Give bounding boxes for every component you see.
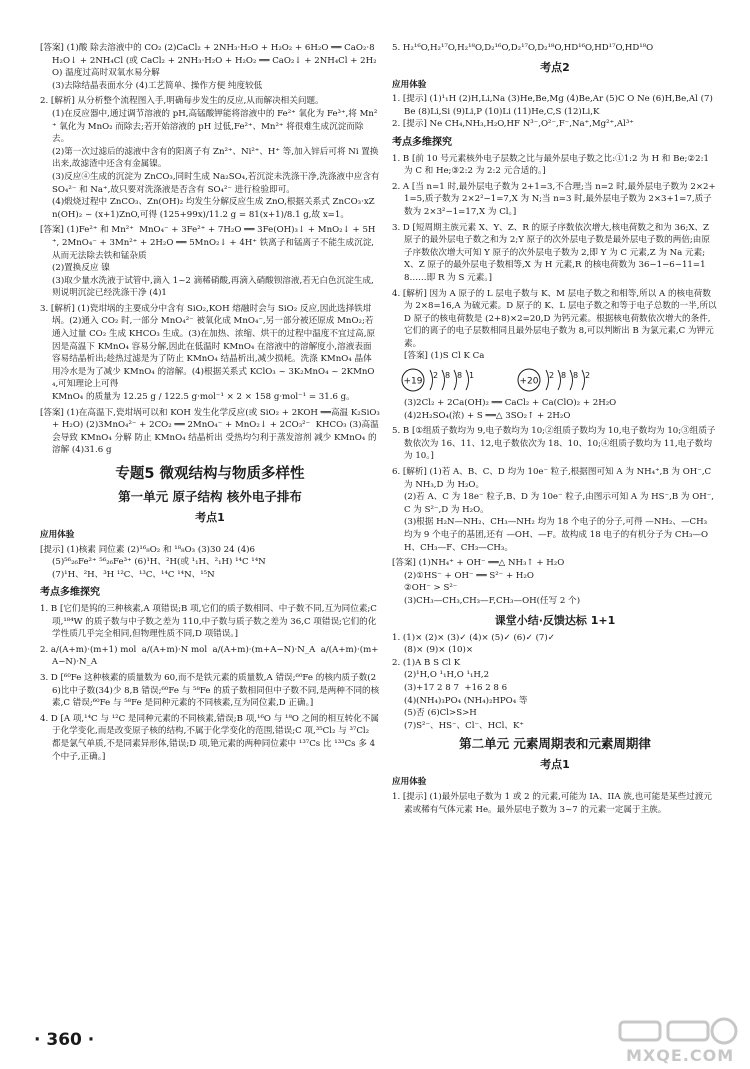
analysis-line: KMnO₄ 的质量为 12.25 g / 122.5 g·mol⁻¹ × 2 × 158 g·mol⁻¹ = 31.6 g。 [52,392,355,403]
analysis-line: (4)煅烧过程中 ZnCO₃、Zn(OH)₂ 均发生分解反应生成 ZnO,根据关系式 ZnCO₃·xZn(OH)₂ ~ (x+1)ZnO,可得 (125+99x)/11.2 g = 81(x+1)/8.1 g,故 x=1。 [52,197,375,220]
classroom-line: (7)S²⁻、HS⁻、Cl⁻、HCl、K⁺ [404,720,524,731]
analysis-line: 3. [解析] (1)瓷坩埚的主要成分中含有 SiO₂,KOH 熔融时会与 SiO₂ 反应,因此选择铁坩埚。(2)通入 CO₂ 时,一部分 MnO₄²⁻ 被氧化成 MnO₄⁻,另一部分被还原成 MnO₂;若通入过量 CO₂ 生成 KHCO₃ 生成。(3)在加热、浓缩、烘干的过程中温度不宜过高,原因是高温下 KMnO₄ 容易分解,因此在低温时 KMnO₄ 在溶液中的溶解度小,溶液表面容易结晶析出;趁热过滤是为了防止 KMnO₄ 结晶析出,减少损耗。洗涤 KMnO₄ 晶体用冷水是为了减少 KMnO₄ 的溶解。(4)根据关系式 KClO₃ ~ 3K₂MnO₄ ~ 2KMnO₄,可知理论上可得 [40,303,376,390]
hint-line: 2. [提示] Ne CH₄,NH₃,H₂O,HF N³⁻,O²⁻,F⁻,Na⁺,Mg²⁺,Al³⁺ [392,119,634,130]
topic-title: 专题5 微观结构与物质多样性 [115,466,305,482]
atom-diagram-k [400,367,478,393]
watermark-icon [612,1016,748,1046]
hint-line: [提示] (1)核素 同位素 (2)¹⁶₈O₂ 和 ¹⁸₈O₃ (3)30 24 (4)6 [40,544,255,555]
explore-line: 1. B [前 10 号元素核外电子层数之比与最外层电子数之比:①1:2 为 H 和 Be;②2:1 为 C 和 He;③2:2 为 2:2 元合适的。] [392,153,712,177]
answer-line: (2)①HS⁻ + OH⁻ ══ S²⁻ + H₂O [404,570,534,581]
explore-line: 3. D [⁶⁰Fe 这种核素的质量数为 60,而不是铁元素的质量数,A 错误;⁶⁰Fe 的核内质子数(26)比中子数(34)少 8,B 错误;⁶⁰Fe 与 ⁵⁸Fe 的质子数相同但中子数不同,是两种不同的核素,C 错误;⁶⁰Fe 与 ⁵⁸Fe 是同种元素的不同核素,互为同位素,D 正确。] [40,672,380,709]
answer-line: (3)CH₃—CH₃,CH₃—F,CH₃—OH(任写 2 个) [404,595,581,606]
section-title: 考点多维探究 [40,587,100,599]
hint-line: (5)⁵⁶₂₆Fe²⁺ ⁵⁶₂₆Fe³⁺ (6)¹H、²H(或 ¹₁H、²₁H) ¹⁴C ¹⁴N [52,557,266,568]
explore-line: 3. D [短周期主族元素 X、Y、Z、R 的原子序数依次增大,核电荷数之和为 36;X、Z 原子的最外层电子数之和为 2;Y 原子的次外层电子数是最外层电子数的两倍;由原子序数依次增大可知 Y 原子的次外层电子数为 2,即 Y 为 C 元素,Z 为 Na 元素;X、Z 原子的最外层电子数相等,X 为 H 元素,R 的核电荷数为 36−1−6−11=18……即 R 为 S 元素。] [392,222,712,283]
section-title: 考点多维探究 [392,136,452,148]
classroom-line: (2)¹H,O ¹₁H,O ¹₁H,2 [404,670,490,681]
explore-line: 6. [解析] (1)若 A、B、C、D 均为 10e⁻ 粒子,根据图可知 A 为 NH₄⁺,B 为 OH⁻,C 为 NH₃,D 为 H₂O。 [392,467,714,490]
answer-line: (2)置换反应 镍 [52,263,110,274]
hint-line: (7)¹H、²H、³H ¹²C、¹³C、¹⁴C ¹⁴N、¹⁵N [52,569,215,580]
analysis-line: (3)反应④生成的沉淀为 ZnCO₃,同时生成 Na₂SO₄,若沉淀未洗涤干净,洗涤液中应含有 SO₄²⁻ 和 Na⁺,故只要对洗涤液是否含有 SO₄²⁻ 进行检验即可。 [52,171,383,195]
explore-line: 5. B [①组质子数均为 9,电子数均为 10;②组质子数均为 10,电子数均为 10;③组质子数依次为 16、11、12,电子数依次为 18、10、10;④组质子数均为 11,电子数均为 10。] [392,426,716,462]
answer-line: [答案] (1)在高温下,瓷坩埚可以和 KOH 发生化学反应(或 SiO₂ + 2KOH ══高温 K₂SiO₃ + H₂O) (2)3MnO₄²⁻ + 2CO₂ ══ 2MnO₄⁻ + MnO₂↓ + 2CO₃²⁻ KHCO₃ (3)高温会导致 KMnO₄ 分解 防止 KMnO₄ 结晶析出 受热均匀利于蒸发溶剂 减少 KMnO₄ 的溶解 (4)31.6 g [40,407,383,456]
atom-diagram-ca [516,367,594,393]
svg-text:8: 8 [573,371,579,381]
explore-line: (2)若 A、C 为 18e⁻ 粒子,B、D 为 10e⁻ 粒子,由图示可知 A 为 HS⁻,B 为 OH⁻,C 为 S²⁻,D 为 H₂O。 [404,492,714,515]
classroom-line: (3)+17 2 8 7 +16 2 8 6 [404,682,508,693]
watermark-logo [612,1016,748,1066]
classroom-line: (4)(NH₄)₃PO₄ (NH₄)₂HPO₄ 等 [404,695,528,706]
answer-line: [答案] (1)Fe²⁺ 和 Mn²⁺ MnO₄⁻ + 3Fe²⁺ + 7H₂O ══ 3Fe(OH)₃↓ + MnO₂↓ + 5H⁺, 2MnO₄⁻ + 3Mn²⁺ + 2H₂O ══ 5MnO₂↓ + 4H⁺ 铁离子和锰离子不能生成沉淀,从而无法除去铁和锰杂质 [40,225,376,261]
analysis-line: (1)在反应器中,通过调节溶液的 pH,高锰酸钾能将溶液中的 Fe²⁺ 氧化为 Fe³⁺,将 Mn²⁺ 氧化为 MnO₂ 而除去;若开始溶液的 pH 过低,Fe²⁺、Mn²⁺ 将很难生成沉淀而除去。 [52,108,378,145]
answer-line: (3)去除结晶表面水分 (4)工艺简单、操作方便 纯度较低 [52,80,263,91]
explore-line: (3)根据 H₂N—NH₂、CH₃—NH₂ 均为 18 个电子的分子,可得 —NH₂、—CH₃ 均为 9 个电子的基团,还有 —OH、—F。故构成 18 电子的有机分子为 CH₃—OH、CH₃—F、CH₃—CH₃。 [404,517,710,553]
hint-line: 1. [提示] (1)最外层电子数为 1 或 2 的元素,可能为 IA、IIA 族,也可能是某些过渡元素或稀有气体元素 He。最外层电子数为 3~7 的元素一定属于主族。 [392,791,712,815]
yingyong-label: 应用体验 [392,777,427,788]
svg-text:+20: +20 [519,376,539,387]
classroom-title: 课堂小结·反馈达标 1+1 [494,613,616,627]
answer-line: 5. H₂¹⁶O,H₂¹⁷O,H₂¹⁸O,D₂¹⁶O,D₂¹⁷O,D₂¹⁸O,HD¹⁶O,HD¹⁷O,HD¹⁸O [392,43,654,53]
page-number: · 360 · [34,1030,95,1050]
classroom-line: (5)否 (6)Cl>S>H [404,708,477,719]
yingyong-label: 应用体验 [40,530,75,540]
svg-text:8: 8 [561,371,567,381]
hint-line: 1. [提示] (1)¹₁H (2)H,Li,Na (3)He,Be,Mg (4)Be,Ar (5)C O Ne (6)H,Be,Al (7)Be (8)Li,Si (9)Li,P (10)Li (11)He,C,S (12)Li,K [392,94,713,117]
svg-text:8: 8 [457,371,463,381]
svg-text:2: 2 [585,371,591,381]
answer-line: (3)取少量水洗液于试管中,滴入 1~2 滴稀硝酸,再滴入硝酸钡溶液,若无白色沉淀生成,则说明沉淀已经洗涤干净 (4)1 [52,275,374,299]
watermark-text: MXQE.COM [626,1046,735,1065]
kaodian-title: 考点1 [195,511,225,524]
left-column [40,42,383,763]
explore-line: 4. [解析] 因为 A 原子的 L 层电子数与 K、M 层电子数之和相等,所以 A 的核电荷数为 2×8=16,A 为硫元素。D 原子的 K、L 层电子数之和等于电子总数的一半,所以 D 原子的核电荷数是 (2+8)×2=20,D 为钙元素。根据核电荷数依次增大的条件,它们的离子的电子层数相同且最外层电子数为 8,可以判断出 B 为氯元素,C 为钾元素。 [392,288,720,349]
right-column [392,42,718,816]
explore-line: 2. a/(A+m)·(m+1) mol a/(A+m)·N mol a/(A+m)·(m+A−N)·N_A a/(A+m)·(m+A−N)·N_A [40,644,379,668]
atomic-structure-diagrams [400,367,718,393]
unit-title: 第二单元 元素周期表和元素周期律 [459,736,651,752]
yingyong-label: 应用体验 [392,79,427,90]
classroom-line: 1. (1)× (2)× (3)✓ (4)× (5)✓ (6)✓ (7)✓ [392,632,555,643]
answer-line: ②OH⁻ > S²⁻ [404,583,458,594]
svg-text:8: 8 [445,371,451,381]
kaodian-title: 考点2 [540,60,570,74]
answer-line: [答案] (1)NH₄⁺ + OH⁻ ══△ NH₃↑ + H₂O [392,558,565,569]
svg-text:+19: +19 [403,376,423,387]
svg-text:1: 1 [469,371,475,381]
answer-line: (4)2H₂SO₄(浓) + S ══△ 3SO₂↑ + 2H₂O [404,410,571,421]
explore-line: 2. A [当 n=1 时,最外层电子数为 2+1=3,不合理;当 n=2 时,最外层电子数为 2×2+1=5,质子数为 2×2²−1=7,X 为 N;当 n=3 时,最外层电子数为 2×3+1=7,质子数为 2×3²−1=17,X 为 Cl。] [392,181,716,217]
classroom-line: (8)× (9)× (10)× [404,645,474,656]
svg-text:2: 2 [549,371,555,381]
explore-line: 4. D [A 项,¹⁴C 与 ¹²C 是同种元素的不同核素,错误;B 项,¹⁶O 与 ¹⁸O 之间的相互转化不属于化学变化,而是改变原子核的结构,不属于化学变化的范围,错误;C 项,³⁵Cl₂ 与 ³⁷Cl₂ 都是氯气单质,不是同素异形体,错误;D 项,铯元素的两种同位素中 ¹³⁷Cs 比 ¹³³Cs 多 4 个中子,正确。] [40,713,380,762]
analysis-line: 2. [解析] 从分析整个流程图入手,明确每步发生的反应,从而解决相关问题。 [40,96,324,107]
explore-line: 1. B [它们是钨的三种核素,A 项错误;B 项,它们的质子数相同、中子数不同,互为同位素;C 项,¹⁸⁴W 的质子数与中子数之差为 110,中子数与质子数之差为 36,C 项错误;它们的化学性质几乎完全相同,但物理性质不同,D 项错误。] [40,603,380,640]
unit-title: 第一单元 原子结构 核外电子排布 [118,489,302,504]
answer-line: [答案] (1)酸 除去溶液中的 CO₂ (2)CaCl₂ + 2NH₃·H₂O + H₂O₂ + 6H₂O ══ CaO₂·8H₂O↓ + 2NH₄Cl (或 CaCl₂ + 2NH₃·H₂O + H₂O₂ ══ CaO₂↓ + 2NH₄Cl + 2H₂O) 温度过高时双氧水易分解 [40,43,377,79]
analysis-line: (2)第一次过滤后的滤液中含有的阳离子有 Zn²⁺、Ni²⁺、H⁺ 等,加入锌后可将 Ni 置换出来,故滤渣中还含有金属镍。 [52,146,379,170]
answer-line: [答案] (1)S Cl K Ca [404,351,485,362]
svg-text:2: 2 [433,371,439,381]
kaodian-title: 考点1 [540,758,570,772]
answer-line: (3)2Cl₂ + 2Ca(OH)₂ ══ CaCl₂ + Ca(ClO)₂ + 2H₂O [404,398,617,409]
classroom-line: 2. (1)A B S Cl K [392,657,461,668]
